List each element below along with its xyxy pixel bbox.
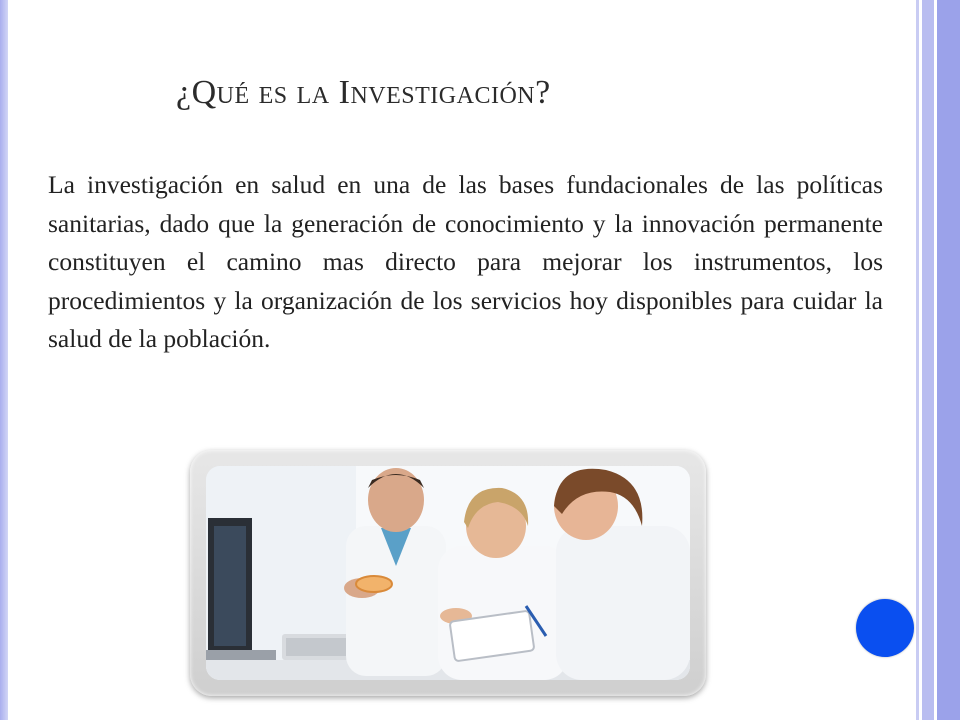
slide-right-border — [916, 0, 960, 720]
photo-frame — [190, 450, 706, 696]
slide-paragraph: La investigación en salud en una de las bases fundacionales de las políticas sanitarias, dado que la generación de conocimiento y la innovación permanente constituyen el camino mas directo para mejorar los instrumentos, los procedimientos y la organización de los servicios hoy disponibles para cuidar la salud de la población. — [48, 170, 883, 353]
slide-left-border — [0, 0, 8, 720]
slide-title: ¿Qué es la Investigación? — [176, 74, 551, 111]
lab-photo-illustration — [206, 466, 690, 680]
lab-photo — [206, 466, 690, 680]
accent-circle — [856, 599, 914, 657]
